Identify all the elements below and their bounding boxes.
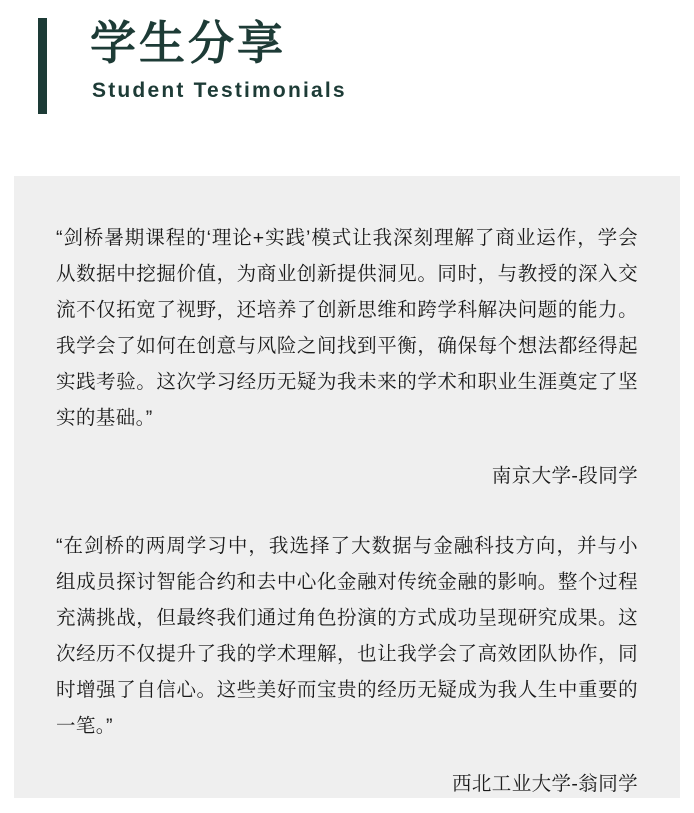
header-accent-bar [38, 18, 47, 114]
page-title-cn: 学生分享 [90, 17, 286, 69]
testimonial-quote: “剑桥暑期课程的‘理论+实践’模式让我深刻理解了商业运作，学会从数据中挖掘价值，为商业创新提供洞见。同时，与教授的深入交流不仅拓宽了视野，还培养了创新思维和跨学科解决问题的能力。我学会了如何在创意与风险之间找到平衡，确保每个想法都经得起实践考验。这次学习经历无疑为我未来的学术和职业生涯奠定了坚实的基础。” [56, 227, 638, 429]
testimonial-quote: “在剑桥的两周学习中，我选择了大数据与金融科技方向，并与小组成员探讨智能合约和去中心化金融对传统金融的影响。整个过程充满挑战，但最终我们通过角色扮演的方式成功呈现研究成果。这次经历不仅提升了我的学术理解，也让我学会了高效团队协作，同时增强了自信心。这些美好而宝贵的经历无疑成为我人生中重要的一笔。” [56, 535, 638, 737]
testimonial-item [56, 220, 638, 488]
page-header [0, 0, 694, 130]
testimonial-item [56, 528, 638, 796]
page-title-en: Student Testimonials [92, 79, 347, 102]
testimonials-panel [14, 176, 680, 798]
header-text-group [90, 12, 347, 104]
testimonial-attribution: 西北工业大学-翁同学 [452, 773, 638, 795]
quote-separator [56, 498, 638, 528]
testimonial-attribution: 南京大学-段同学 [491, 465, 638, 487]
